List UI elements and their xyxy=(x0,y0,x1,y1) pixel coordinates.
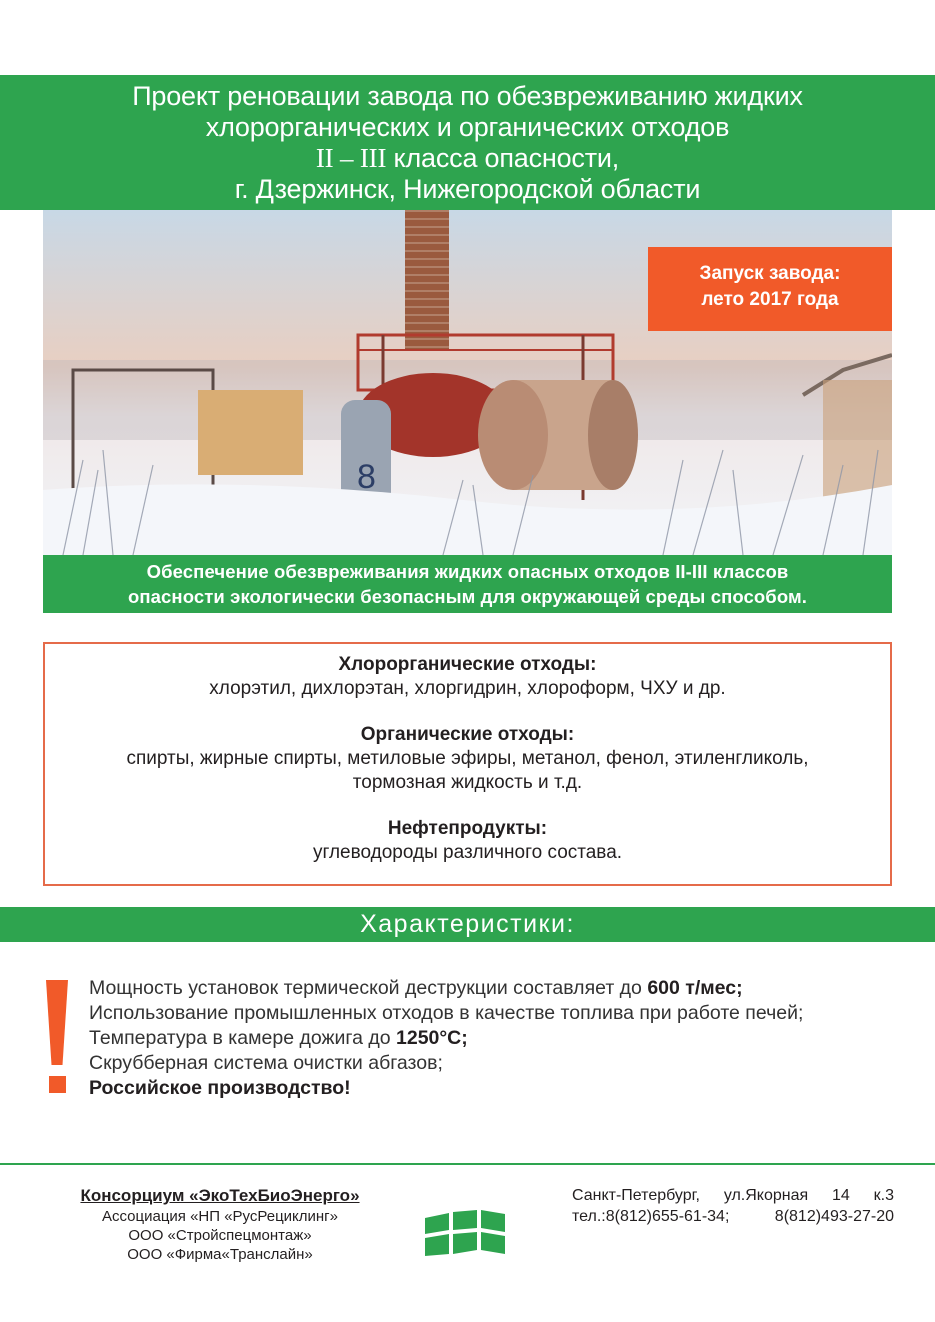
consortium-name: Консорциум «ЭкоТехБиоЭнерго» xyxy=(80,1186,360,1205)
waste-list-chlorine: хлорэтил, дихлорэтан, хлоргидрин, хлороформ, ЧХУ и др. xyxy=(209,678,726,699)
feature-capacity: Мощность установок термической деструкции составляет до 600 т/мес; xyxy=(89,977,743,999)
mission-caption xyxy=(43,555,892,613)
address-building: к.3 xyxy=(873,1187,894,1204)
feature-temperature: Температура в камере дожига до 1250°С; xyxy=(89,1027,468,1049)
waste-heading-chlorine: Хлорорганические отходы: xyxy=(338,654,597,675)
phone-2: 8(812)493-27-20 xyxy=(774,1208,894,1225)
characteristics-list xyxy=(89,976,919,1101)
caption-line-2: опасности экологически безопасным для окружающей среды способом. xyxy=(127,586,808,607)
capacity-value: 600 т/мес; xyxy=(647,977,743,999)
exclamation-icon xyxy=(46,980,68,1096)
hazard-roman: II – III xyxy=(315,143,387,173)
title-line-3 xyxy=(0,143,935,174)
member-3: ООО «Фирма«Транслайн» xyxy=(127,1246,313,1263)
title-location: г. Дзержинск, Нижегородской области xyxy=(234,174,701,204)
member-1: Ассоциация «НП «РусРециклинг» xyxy=(101,1208,338,1225)
address-street: ул.Якорная xyxy=(723,1187,809,1204)
launch-line-2: лето 2017 года xyxy=(701,289,839,310)
title-line-1: Проект реновации завода по обезвреживанию жидких xyxy=(132,81,803,111)
hazard-rest: класса опасности, xyxy=(386,143,620,173)
member-2: ООО «Стройспецмонтаж» xyxy=(128,1227,312,1244)
waste-list-petroleum: углеводороды различного состава. xyxy=(312,842,623,863)
launch-line-1: Запуск завода: xyxy=(699,263,841,284)
shed xyxy=(198,390,303,475)
temperature-value: 1250°С; xyxy=(396,1027,468,1049)
feature-russian: Российское производство! xyxy=(89,1077,351,1099)
title-banner xyxy=(0,75,935,210)
contact-block xyxy=(572,1185,894,1227)
characteristics-heading: Характеристики: xyxy=(0,907,935,942)
waste-list-organic-1: спирты, жирные спирты, метиловые эфиры, метанол, фенол, этиленгликоль, xyxy=(126,748,809,769)
beige-tank xyxy=(478,380,548,490)
waste-list-organic-2: тормозная жидкость и т.д. xyxy=(352,772,583,793)
tank-number: 8 xyxy=(357,458,376,496)
caption-line-1: Обеспечение обезвреживания жидких опасных отходов II-III классов xyxy=(146,561,789,582)
snow-ground xyxy=(43,484,892,555)
feature-fuel: Использование промышленных отходов в качестве топлива при работе печей; xyxy=(89,1002,804,1024)
consortium-block xyxy=(40,1185,400,1264)
title-line-2: хлорорганических и органических отходов xyxy=(205,112,730,142)
phone-row xyxy=(572,1206,894,1227)
footer-divider xyxy=(0,1163,935,1165)
waste-heading-petroleum: Нефтепродукты: xyxy=(387,818,548,839)
waste-types-box xyxy=(43,642,892,886)
launch-date-box xyxy=(648,247,892,331)
feature-scrubber: Скрубберная система очистки абгазов; xyxy=(89,1052,443,1074)
company-logo-icon xyxy=(425,1210,509,1258)
waste-heading-organic: Органические отходы: xyxy=(360,724,575,745)
phone-1: тел.:8(812)655-61-34; xyxy=(572,1208,730,1225)
address-city: Санкт-Петербург, xyxy=(572,1187,700,1204)
address-house: 14 xyxy=(832,1187,850,1204)
address-row xyxy=(572,1185,894,1206)
